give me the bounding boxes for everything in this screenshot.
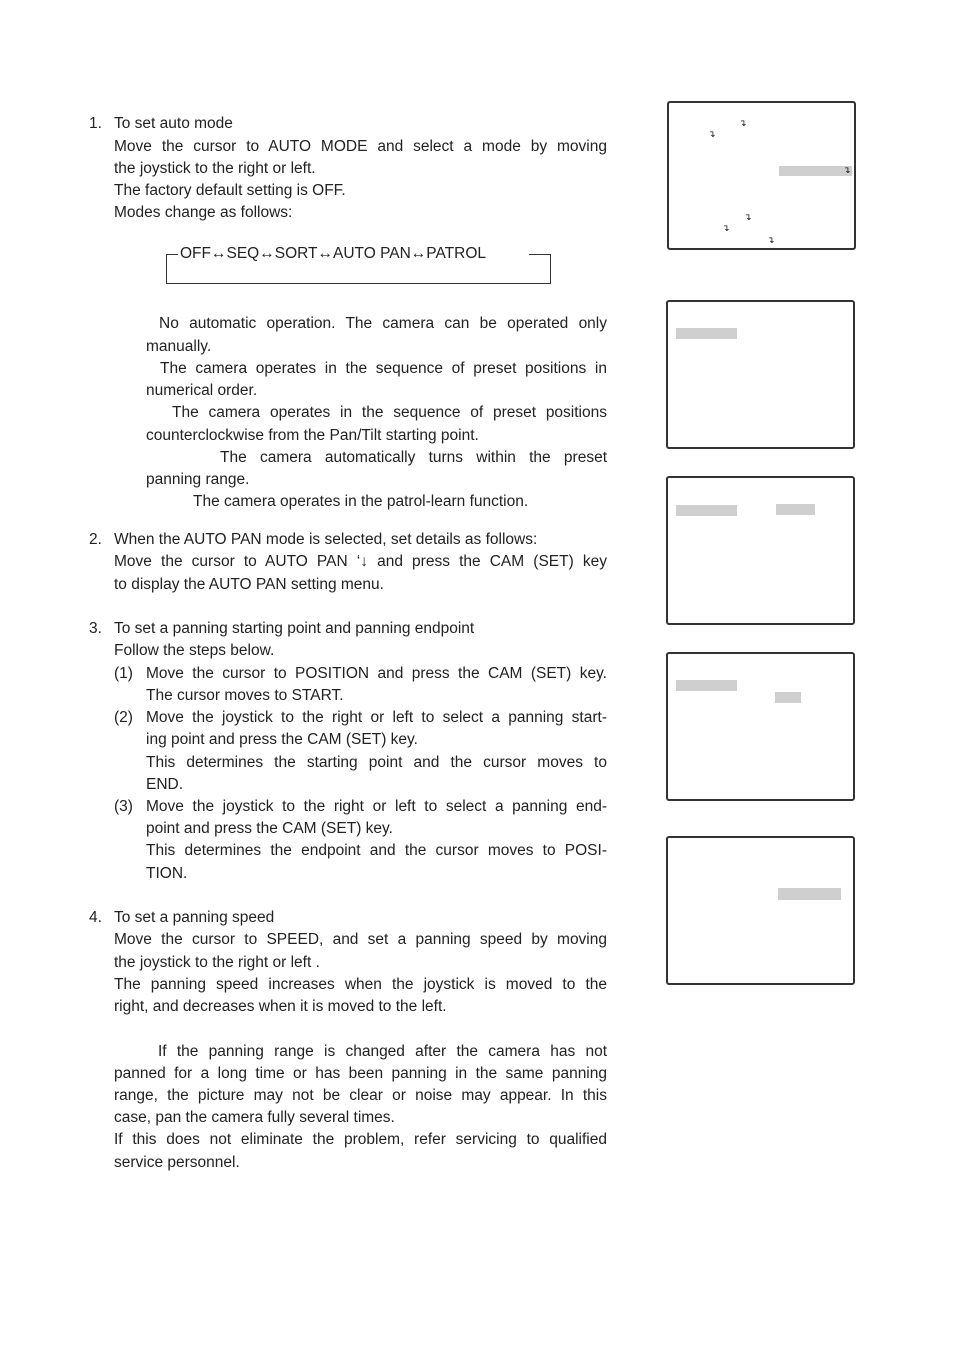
- enter-arrow-icon: ↴: [767, 235, 775, 245]
- body-text: ing point and press the CAM (SET) key.: [146, 731, 418, 748]
- screen-panel-speed: [666, 836, 855, 985]
- body-text: This determines the starting point and the cursor moves to: [146, 754, 607, 771]
- mode-description: manually.: [146, 338, 212, 355]
- body-text: Move the joystick to the right or left to select a panning end-: [146, 798, 607, 815]
- step-heading: To set a panning speed: [114, 909, 275, 926]
- body-text: The factory default setting is OFF.: [114, 182, 346, 199]
- note-text: panned for a long time or has been panning in the same panning: [114, 1065, 607, 1082]
- body-text: The panning speed increases when the joystick is moved to the: [114, 976, 607, 993]
- body-text: Move the cursor to SPEED, and set a panning speed by moving: [114, 931, 607, 948]
- body-text: The cursor moves to START.: [146, 687, 344, 704]
- cursor-highlight: [778, 888, 841, 900]
- note-text: case, pan the camera fully several times.: [114, 1109, 395, 1126]
- note-text: If this does not eliminate the problem, refer servicing to qualified: [114, 1131, 607, 1148]
- substep-number: (1): [114, 665, 133, 682]
- body-text: Move the cursor to AUTO PAN ‘↓ and press the CAM (SET) key: [114, 553, 607, 570]
- cursor-highlight: [776, 504, 815, 515]
- step-number: 2.: [89, 531, 102, 548]
- body-text: Modes change as follows:: [114, 204, 293, 221]
- mode-description: panning range.: [146, 471, 250, 488]
- step-heading: When the AUTO PAN mode is selected, set details as follows:: [114, 531, 538, 548]
- step-heading: To set a panning starting point and panning endpoint: [114, 620, 475, 637]
- substep-number: (3): [114, 798, 133, 815]
- mode-description: The camera automatically turns within the preset: [220, 449, 607, 466]
- body-text: right, and decreases when it is moved to the left.: [114, 998, 447, 1015]
- mode-sequence: OFF↔SEQ↔SORT↔AUTO PAN↔PATROL: [180, 245, 487, 262]
- body-text: to display the AUTO PAN setting menu.: [114, 576, 384, 593]
- enter-arrow-icon: ↴: [744, 212, 752, 222]
- step-number: 4.: [89, 909, 102, 926]
- body-text: the joystick to the right or left .: [114, 954, 320, 971]
- cursor-highlight: [676, 328, 737, 339]
- enter-arrow-icon: ↴: [739, 118, 747, 128]
- cursor-highlight: [676, 505, 737, 516]
- note-text: service personnel.: [114, 1154, 240, 1171]
- body-text: TION.: [146, 865, 188, 882]
- mode-description: counterclockwise from the Pan/Tilt starting point.: [146, 427, 479, 444]
- screen-panel-auto-mode: [667, 101, 856, 250]
- note-text: If the panning range is changed after the camera has not: [158, 1043, 607, 1060]
- mode-description: The camera operates in the sequence of preset positions: [172, 404, 607, 421]
- body-text: Move the cursor to AUTO MODE and select a mode by moving: [114, 138, 607, 155]
- body-text: the joystick to the right or left.: [114, 160, 316, 177]
- enter-arrow-icon: ↴: [708, 129, 716, 139]
- note-text: range, the picture may not be clear or noise may appear. In this: [114, 1087, 607, 1104]
- body-text: Follow the steps below.: [114, 642, 275, 659]
- step-heading: To set auto mode: [114, 115, 233, 132]
- body-text: point and press the CAM (SET) key.: [146, 820, 393, 837]
- mode-description: numerical order.: [146, 382, 258, 399]
- cursor-highlight: [676, 680, 737, 691]
- substep-number: (2): [114, 709, 133, 726]
- step-number: 1.: [89, 115, 102, 132]
- enter-arrow-icon: ↴: [843, 165, 851, 175]
- screen-panel-position-end: [666, 652, 855, 801]
- body-text: This determines the endpoint and the cursor moves to POSI-: [146, 842, 607, 859]
- mode-description: No automatic operation. The camera can be operated only: [159, 315, 607, 332]
- step-number: 3.: [89, 620, 102, 637]
- cursor-highlight: [779, 166, 852, 176]
- mode-description: The camera operates in the patrol-learn function.: [193, 493, 529, 510]
- screen-panel-auto-pan: [666, 300, 855, 449]
- enter-arrow-icon: ↴: [722, 223, 730, 233]
- body-text: END.: [146, 776, 184, 793]
- body-text: Move the joystick to the right or left to select a panning start-: [146, 709, 607, 726]
- body-text: Move the cursor to POSITION and press the CAM (SET) key.: [146, 665, 607, 682]
- mode-cycle-diagram: [166, 244, 551, 284]
- cursor-highlight: [775, 692, 801, 703]
- screen-panel-position-start: [666, 476, 855, 625]
- mode-description: The camera operates in the sequence of preset positions in: [160, 360, 607, 377]
